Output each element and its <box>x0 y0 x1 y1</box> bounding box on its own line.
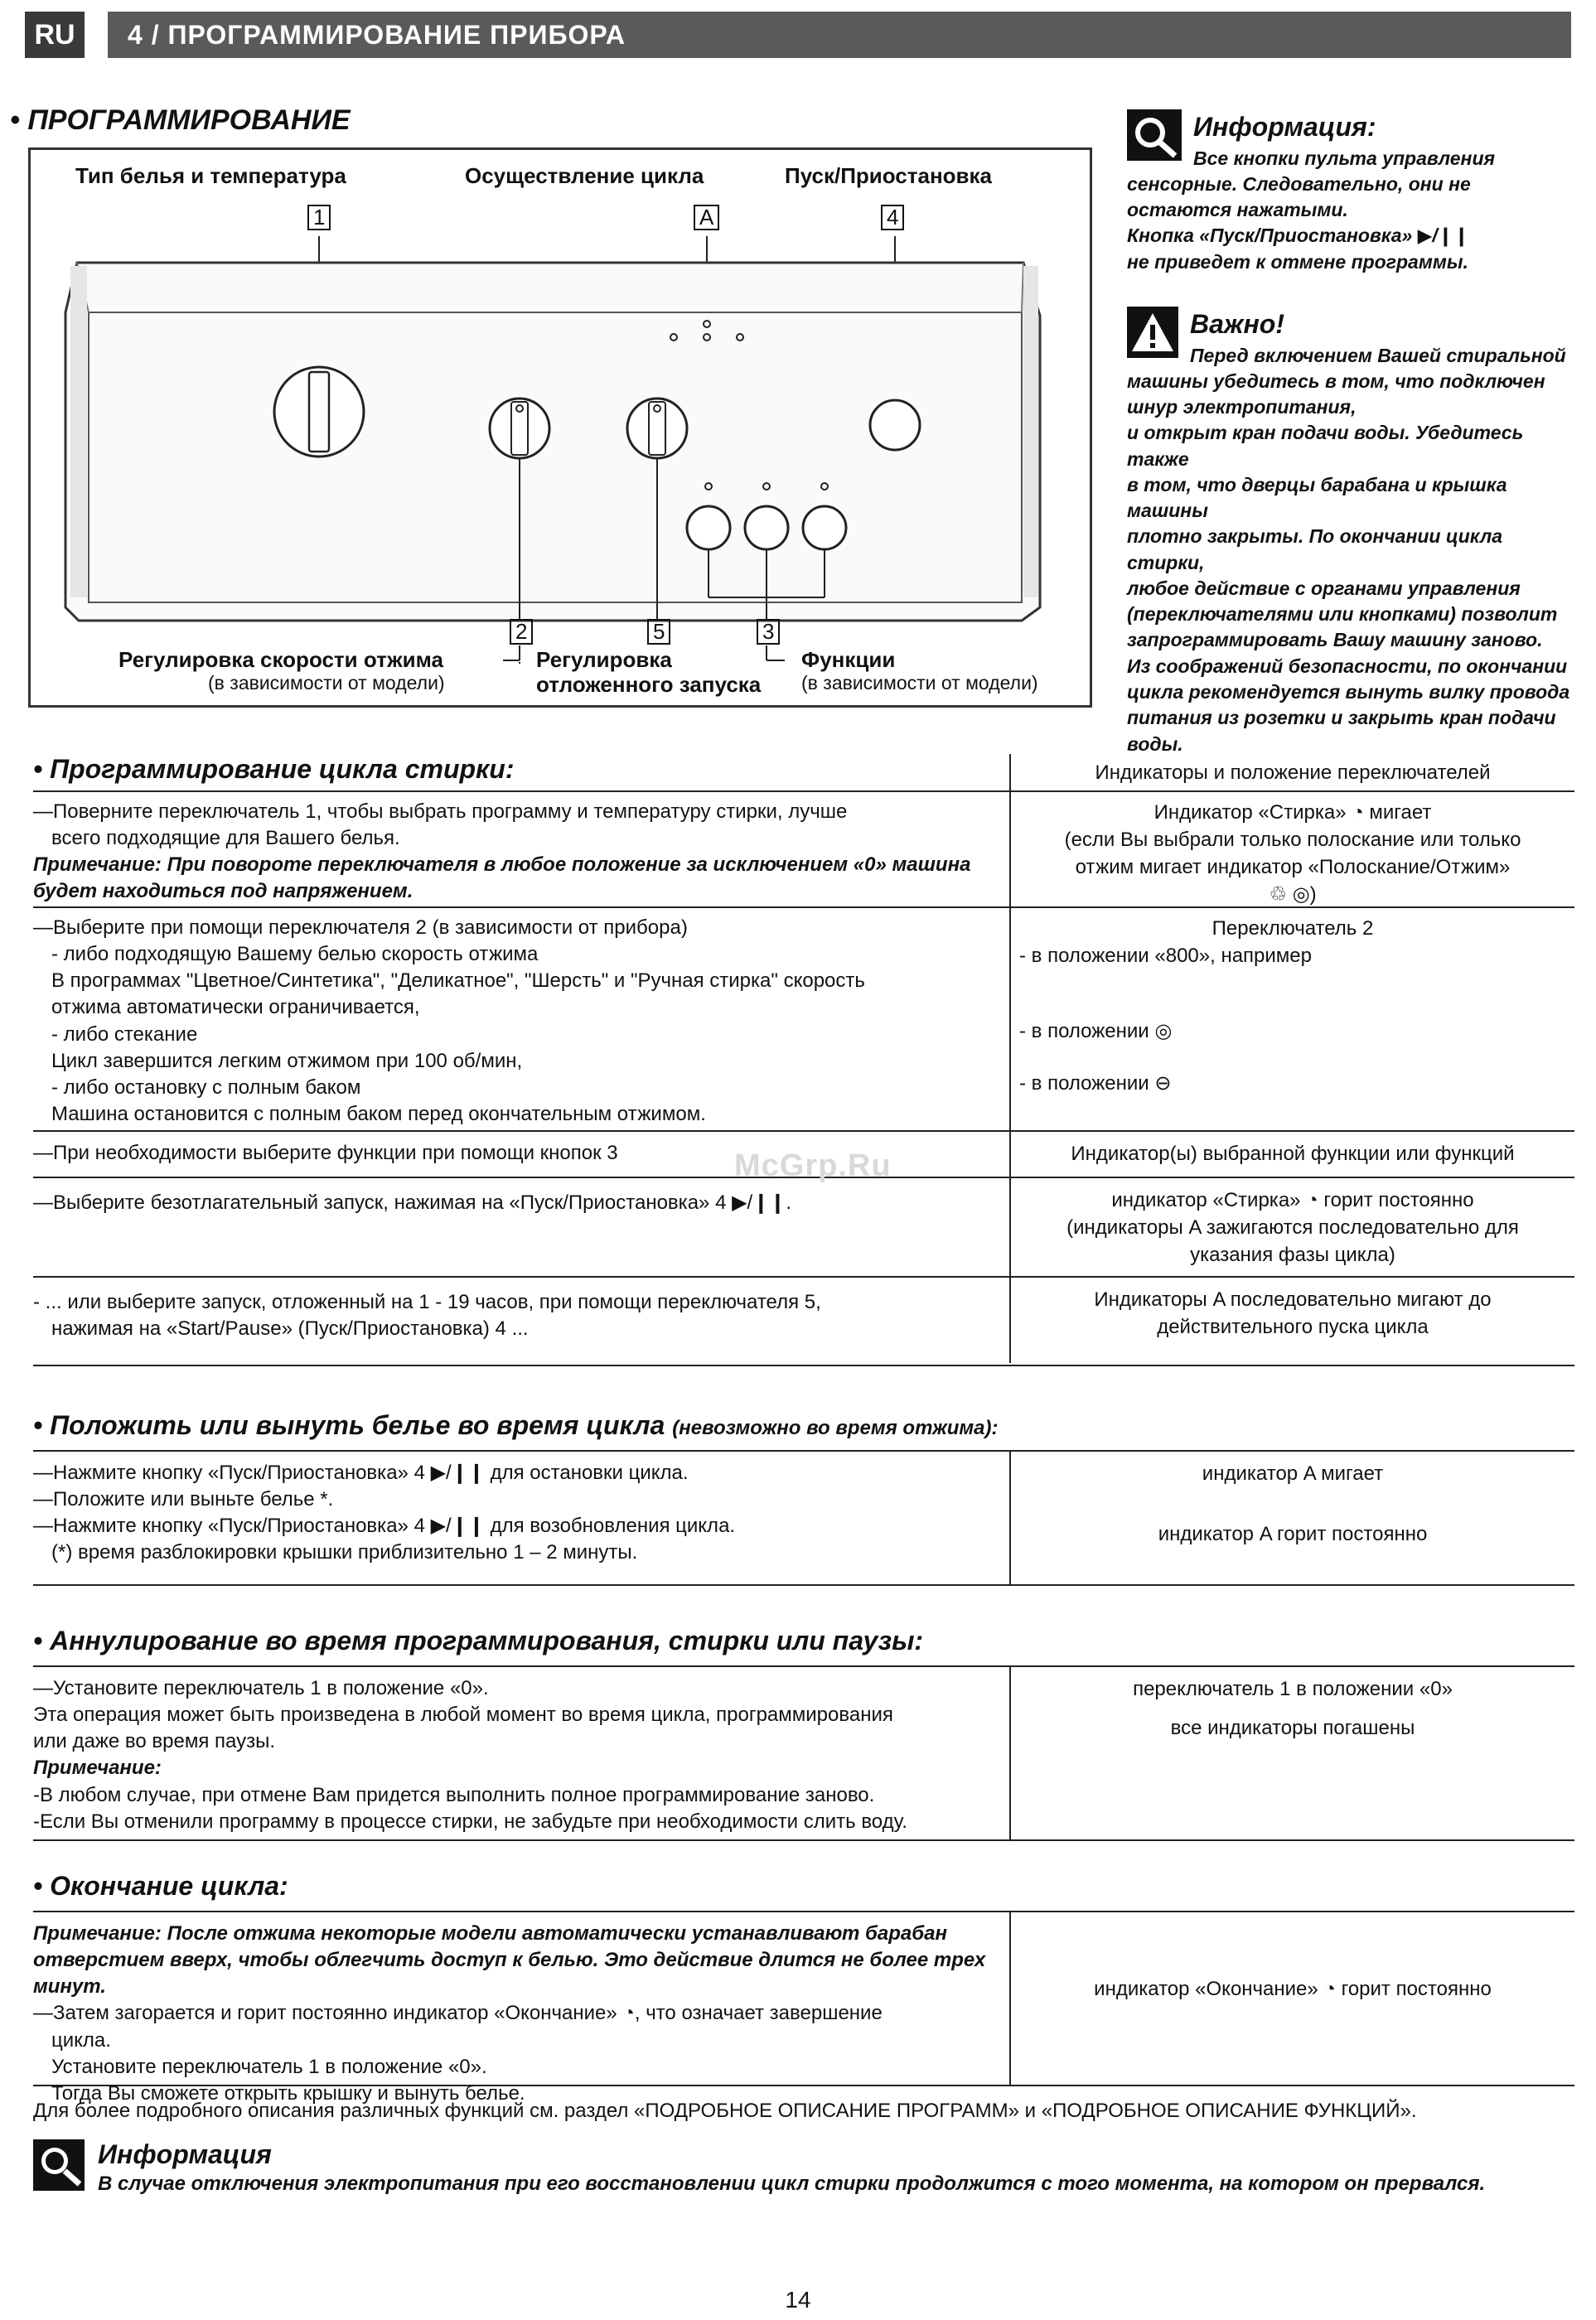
chapter-title: 4 / ПРОГРАММИРОВАНИЕ ПРИБОРА <box>108 12 1571 58</box>
label-delay-a: Регулировка <box>536 647 672 672</box>
warning-line: цикла рекомендуется вынуть вилку провода <box>1127 680 1570 703</box>
column-divider <box>1009 1667 1011 1839</box>
row-note: Примечание: После отжима некоторые модели автоматически устанавливают барабан отверстием вверх, чтобы облегчить доступ к белью. Это действие длится не более трех минут. <box>33 1922 986 1999</box>
row-text: —Установите переключатель 1 в положение «0». <box>33 1677 489 1699</box>
indicator-text: индикатор «Окончание» ◔ горит постоянно <box>1094 1978 1492 2000</box>
table2-title-sub: (невозможно во время отжима): <box>672 1417 999 1439</box>
row-text: - либо подходящую Вашему белью скорость отжима <box>51 943 539 966</box>
info-line: Все кнопки пульта управления <box>1193 147 1496 169</box>
table-row <box>33 1665 1574 1841</box>
callout-2: 2 <box>510 619 533 645</box>
row-text: отжима автоматически ограничивается, <box>51 996 420 1019</box>
row-text: —При необходимости выберите функции при помощи кнопок 3 <box>33 1142 618 1164</box>
indicator-text: переключатель 1 в положении «0» <box>1133 1678 1453 1700</box>
label-cycle-progress: Осуществление цикла <box>465 163 704 188</box>
warning-line: Перед включением Вашей стиральной <box>1190 344 1566 366</box>
row-text: - ... или выберите запуск, отложенный на 1 - 19 часов, при помощи переключателя 5, <box>33 1291 821 1313</box>
row-text: или даже во время паузы. <box>33 1730 276 1753</box>
table1-title: • Программирование цикла стирки: <box>33 754 515 784</box>
row-text: —Выберите безотлагательный запуск, нажимая на «Пуск/Приостановка» 4 ▶/❙❙. <box>33 1191 792 1214</box>
table-row <box>33 1177 1574 1278</box>
magnifier-icon <box>1127 109 1182 161</box>
warning-line: запрограммировать Вашу машину заново. <box>1127 629 1543 651</box>
row-text: Эта операция может быть произведена в любой момент во время цикла, программирования <box>33 1704 893 1727</box>
indicator-text: Индикаторы A последовательно мигают до <box>1094 1288 1492 1311</box>
callout-a: A <box>694 205 719 230</box>
row-note-title: Примечание: <box>33 1757 162 1780</box>
table-row <box>33 1911 1574 2105</box>
indicator-text: указания фазы цикла) <box>1190 1244 1395 1267</box>
table4-title: • Окончание цикла: <box>33 1871 288 1901</box>
table1-right-header: Индикаторы и положение переключателей <box>1095 761 1491 784</box>
indicator-text: Индикатор(ы) выбранной функции или функций <box>1071 1143 1515 1165</box>
info-title: Информация: <box>1193 112 1376 142</box>
callout-5: 5 <box>647 619 670 645</box>
row-text: —Нажмите кнопку «Пуск/Приостановка» 4 ▶/❙❙ для возобновления цикла. <box>33 1515 736 1538</box>
row-text: - либо стекание <box>51 1022 198 1046</box>
row-text: В программах "Цветное/Синтетика", "Деликатное", "Шерсть" и "Ручная стирка" скорость <box>51 969 865 993</box>
indicator-text: индикатор A мигает <box>1202 1462 1384 1485</box>
rinse-spin-icons: ♲ ◎) <box>1269 883 1317 906</box>
indicator-text: действительного пуска цикла <box>1157 1316 1429 1339</box>
info-line: сенсорные. Следовательно, они не <box>1127 172 1471 195</box>
row-text: (*) время разблокировки крышки приблизительно 1 – 2 минуты. <box>51 1541 638 1564</box>
row-text: —Выберите при помощи переключателя 2 (в зависимости от прибора) <box>33 916 688 939</box>
row-note: Примечание: При повороте переключателя в любое положение за исключением «0» машина будет находиться под напряжением. <box>33 853 971 903</box>
indicator-text: - в положении «800», например <box>1019 945 1313 968</box>
table-row <box>33 790 1574 908</box>
row-text: Цикл завершится легким отжимом при 100 об/мин, <box>51 1049 523 1072</box>
footer-reference: Для более подробного описания различных функций см. раздел «ПОДРОБНОЕ ОПИСАНИЕ ПРОГРАММ» и «ПОДРОБНОЕ ОПИСАНИЕ ФУНКЦИЙ». <box>33 2100 1417 2122</box>
end-of-cycle-table <box>33 1871 1574 2105</box>
label-spin-speed-sub: (в зависимости от модели) <box>208 672 445 694</box>
footer-info-text: В случае отключения электропитания при его восстановлении цикл стирки продолжится с того момента, на котором он прервался. <box>98 2173 1486 2195</box>
info-line: остаются нажатыми. <box>1127 199 1348 221</box>
info-line: не приведет к отмене программы. <box>1127 250 1468 273</box>
row-text: Машина остановится с полным баком перед окончательным отжимом. <box>51 1103 706 1126</box>
callout-3: 3 <box>757 619 780 645</box>
indicator-text: - в положении ◎ <box>1019 1020 1173 1043</box>
warning-box <box>1127 307 1574 757</box>
section-title-programming: • ПРОГРАММИРОВАНИЕ <box>10 104 351 136</box>
table-row <box>33 1276 1574 1366</box>
indicator-text: (индикаторы A зажигаются последовательно для <box>1066 1216 1519 1240</box>
info-line: Кнопка «Пуск/Приостановка» ▶/❙❙ <box>1127 225 1470 247</box>
label-delay-b: отложенного запуска <box>536 672 762 697</box>
column-divider <box>1009 1912 1011 2085</box>
watermark: McGrp.Ru <box>734 1148 892 1183</box>
panel-drawing <box>31 150 1090 705</box>
row-text: —Положите или выньте белье *. <box>33 1488 334 1511</box>
label-functions: Функции <box>801 647 896 672</box>
indicator-text: Индикатор «Стирка» ◔ мигает <box>1153 801 1432 824</box>
row-text: цикла. <box>51 2028 111 2052</box>
row-text: нажимая на «Start/Pause» (Пуск/Приостановка) 4 ... <box>51 1317 529 1341</box>
row-note: -В любом случае, при отмене Вам придется выполнить полное программирование заново. <box>33 1783 875 1806</box>
row-text: —Нажмите кнопку «Пуск/Приостановка» 4 ▶/❙❙ для остановки цикла. <box>33 1462 689 1484</box>
row-note: -Если Вы отменили программу в процессе стирки, не забудьте при необходимости слить воду. <box>33 1810 907 1833</box>
warning-line: машины убедитесь в том, что подключен <box>1127 370 1545 392</box>
warning-line: и открыт кран подачи воды. Убедитесь также <box>1127 422 1524 470</box>
label-laundry-type: Тип белья и температура <box>75 163 346 188</box>
label-spin-speed: Регулировка скорости отжима <box>118 647 443 672</box>
language-badge: RU <box>25 12 85 58</box>
column-divider <box>1009 1452 1011 1584</box>
info-touch-buttons <box>1127 109 1574 275</box>
row-text: - либо остановку с полным баком <box>51 1075 361 1099</box>
indicator-text: отжим мигает индикатор «Полоскание/Отжим» <box>1075 856 1511 879</box>
row-text: —Затем загорается и горит постоянно индикатор «Окончание» ◔, что означает завершение <box>33 2002 883 2025</box>
warning-line: шнур электропитания, <box>1127 396 1357 418</box>
indicator-text: индикатор A горит постоянно <box>1158 1523 1428 1546</box>
indicator-text: индикатор «Стирка» ◔ горит постоянно <box>1111 1189 1474 1211</box>
indicator-text: (если Вы выбрали только полоскание или только <box>1064 829 1521 852</box>
warning-line: в том, что дверцы барабана и крышка машины <box>1127 473 1507 522</box>
warning-icon <box>1127 307 1178 358</box>
page-header <box>25 12 1571 58</box>
callout-4: 4 <box>881 205 904 230</box>
warning-line: Из соображений безопасности, по окончании <box>1127 655 1568 677</box>
warning-line: любое действие с органами управления <box>1127 577 1521 599</box>
control-panel-diagram <box>28 147 1092 708</box>
warning-line: воды. <box>1127 732 1183 755</box>
indicator-text: все индикаторы погашены <box>1170 1717 1415 1740</box>
footer-info-title: Информация <box>98 2139 272 2169</box>
row-text: всего подходящие для Вашего белья. <box>51 827 400 850</box>
table-row <box>33 1450 1574 1586</box>
programming-cycle-table <box>33 754 1574 1363</box>
indicator-text: - в положении ⊖ <box>1019 1072 1172 1095</box>
indicator-text: Переключатель 2 <box>1212 917 1374 940</box>
row-text: —Поверните переключатель 1, чтобы выбрать программу и температуру стирки, лучше <box>33 800 848 823</box>
cancel-table <box>33 1626 1574 1839</box>
warning-line: питания из розетки и закрыть кран подачи <box>1127 707 1556 729</box>
label-start-pause: Пуск/Приостановка <box>785 163 992 188</box>
warning-line: плотно закрыты. По окончании цикла стирки, <box>1127 525 1503 573</box>
add-remove-laundry-table <box>33 1410 1574 1584</box>
table3-title: • Аннулирование во время программирования, стирки или паузы: <box>33 1626 924 1655</box>
row-text: Установите переключатель 1 в положение «0». <box>51 2055 487 2078</box>
callout-1: 1 <box>307 205 331 230</box>
row-text: Тогда Вы сможете открыть крышку и вынуть белье. <box>51 2081 525 2105</box>
label-functions-sub: (в зависимости от модели) <box>801 672 1038 694</box>
warning-title: Важно! <box>1190 309 1284 339</box>
warning-line: (переключателями или кнопками) позволит <box>1127 603 1558 626</box>
page-number: 14 <box>785 2287 811 2313</box>
table2-title-wrap <box>33 1410 999 1441</box>
table-row <box>33 906 1574 1132</box>
magnifier-icon <box>33 2139 85 2191</box>
table2-title: • Положить или вынуть белье во время цикла <box>33 1410 665 1440</box>
